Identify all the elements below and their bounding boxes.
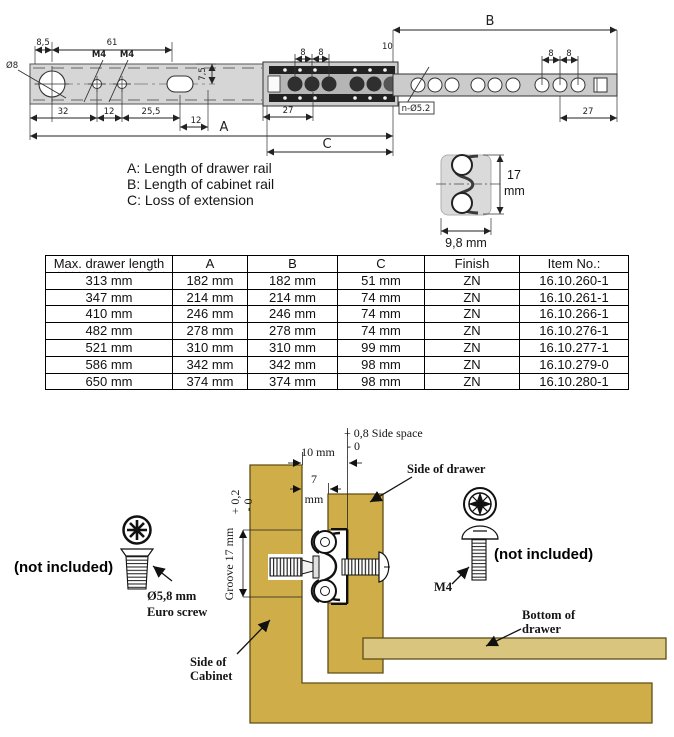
table-header-row xyxy=(46,256,629,273)
table-cell: 310 mm xyxy=(248,339,338,356)
mounting-diagram xyxy=(0,392,674,737)
euro-screw-dia-label: Ø5,8 mm xyxy=(147,589,197,603)
table-cell: 482 mm xyxy=(46,323,173,340)
cabinet-rail-drawing xyxy=(382,14,617,122)
table-cell: 342 mm xyxy=(248,356,338,373)
table-cell: 521 mm xyxy=(46,339,173,356)
table-cell: 98 mm xyxy=(338,373,425,390)
dim-hole-callout: n-Ø5.2 xyxy=(401,104,431,114)
table-cell: 313 mm xyxy=(46,272,173,289)
table-cell: 16.10.260-1 xyxy=(520,272,629,289)
col-b: B xyxy=(248,256,338,273)
not-included-left-label: (not included) xyxy=(14,559,114,576)
table-cell: 586 mm xyxy=(46,356,173,373)
table-cell: 16.10.261-1 xyxy=(520,289,629,306)
table-row xyxy=(46,339,629,356)
col-c: C xyxy=(338,256,425,273)
table-cell: 374 mm xyxy=(248,373,338,390)
table-cell: 51 mm xyxy=(338,272,425,289)
table-cell: 16.10.276-1 xyxy=(520,323,629,340)
dim-m4-2: M4 xyxy=(119,50,135,60)
spec-table xyxy=(45,255,629,390)
drawer-bottom-panel xyxy=(363,638,666,659)
slide-assembly-drawing xyxy=(263,48,399,156)
side-space-line2: - 0 xyxy=(347,439,360,453)
table-cell: 246 mm xyxy=(248,306,338,323)
table-cell: ZN xyxy=(425,289,520,306)
dim-12b: 12 xyxy=(190,116,202,126)
dim-10mm: 10 mm xyxy=(301,445,335,459)
dim-12a: 12 xyxy=(103,107,115,117)
legend-b: B: Length of cabinet rail xyxy=(127,176,275,192)
table-cell: ZN xyxy=(425,323,520,340)
profile-height-value: 17 xyxy=(507,168,521,182)
table-cell: 214 mm xyxy=(173,289,248,306)
m4-screw-illustration xyxy=(452,488,498,584)
euro-screw-in-section xyxy=(270,556,319,578)
side-of-cabinet-line1: Side of xyxy=(190,655,227,669)
table-cell: 278 mm xyxy=(248,323,338,340)
col-item-no: Item No.: xyxy=(520,256,629,273)
table-row xyxy=(46,289,629,306)
table-cell: 310 mm xyxy=(173,339,248,356)
col-a: A xyxy=(173,256,248,273)
ball-bottom xyxy=(452,193,472,213)
table-cell: 16.10.279-0 xyxy=(520,356,629,373)
table-cell: 16.10.277-1 xyxy=(520,339,629,356)
euro-screw-name-label: Euro screw xyxy=(147,605,208,619)
table-cell: 374 mm xyxy=(173,373,248,390)
side-of-cabinet-line2: Cabinet xyxy=(190,669,233,683)
end-slot xyxy=(268,76,280,92)
dim-25-5: 25,5 xyxy=(141,107,161,117)
table-row xyxy=(46,373,629,390)
dim-7: 7 xyxy=(311,472,317,486)
dim-10: 10 xyxy=(382,42,393,52)
table-cell: 182 mm xyxy=(173,272,248,289)
slot-hole xyxy=(167,76,193,92)
table-cell: 650 mm xyxy=(46,373,173,390)
dim-8c: 8 xyxy=(548,49,554,59)
table-cell: 74 mm xyxy=(338,306,425,323)
profile-width-label: 9,8 mm xyxy=(445,236,487,250)
dim-C: C xyxy=(322,137,332,152)
dim-8d: 8 xyxy=(566,49,572,59)
table-row xyxy=(46,306,629,323)
dim-8a: 8 xyxy=(300,48,306,58)
top-technical-drawing xyxy=(0,0,674,252)
profile-height-unit: mm xyxy=(504,184,525,198)
side-of-drawer-label: Side of drawer xyxy=(407,462,486,476)
table-cell: 278 mm xyxy=(173,323,248,340)
table-row xyxy=(46,356,629,373)
bottom-of-drawer-line1: Bottom of xyxy=(522,608,576,622)
dim-7-5: 7,5 xyxy=(198,67,208,81)
dim-A: A xyxy=(219,120,229,135)
legend xyxy=(127,160,274,208)
table-cell: 182 mm xyxy=(248,272,338,289)
dim-8-5: 8,5 xyxy=(36,38,50,48)
ball-top xyxy=(314,531,336,553)
table-cell: 74 mm xyxy=(338,289,425,306)
tolerance-line2: - 0 xyxy=(241,498,255,512)
dim-dia8: Ø8 xyxy=(6,61,19,71)
table-cell: 74 mm xyxy=(338,323,425,340)
table-cell: ZN xyxy=(425,339,520,356)
groove-label: Groove 17 mm xyxy=(222,527,236,601)
rect-hole xyxy=(594,78,607,92)
legend-c: C: Loss of extension xyxy=(127,192,254,208)
table-row xyxy=(46,323,629,340)
table-cell: 16.10.280-1 xyxy=(520,373,629,390)
table-cell: ZN xyxy=(425,306,520,323)
table-cell: 214 mm xyxy=(248,289,338,306)
profile-detail-drawing xyxy=(436,155,525,250)
dim-m4-1: M4 xyxy=(91,50,107,60)
dim-27-left: 27 xyxy=(282,106,294,116)
legend-a: A: Length of drawer rail xyxy=(127,160,272,176)
dim-32: 32 xyxy=(57,107,69,117)
m4-label: M4 xyxy=(434,580,453,594)
dim-27-right: 27 xyxy=(582,107,594,117)
euro-screw-illustration xyxy=(121,517,172,590)
side-space-line1: + 0,8 Side space xyxy=(344,426,423,440)
table-cell: 98 mm xyxy=(338,356,425,373)
table-cell: 347 mm xyxy=(46,289,173,306)
ball-bottom xyxy=(314,580,336,602)
pozidriv-head-icon xyxy=(124,517,151,544)
ball-top xyxy=(452,155,472,175)
table-cell: 342 mm xyxy=(173,356,248,373)
table-cell: ZN xyxy=(425,272,520,289)
table-cell: ZN xyxy=(425,356,520,373)
table-cell: 99 mm xyxy=(338,339,425,356)
tolerance-line1: + 0,2 xyxy=(228,489,242,515)
table-cell: ZN xyxy=(425,373,520,390)
table-cell: 16.10.266-1 xyxy=(520,306,629,323)
not-included-right-label: (not included) xyxy=(494,546,594,563)
col-finish: Finish xyxy=(425,256,520,273)
table-cell: 410 mm xyxy=(46,306,173,323)
dim-61: 61 xyxy=(106,38,118,48)
table-cell: 246 mm xyxy=(173,306,248,323)
dim-8b: 8 xyxy=(318,48,324,58)
table-row xyxy=(46,272,629,289)
dim-7-unit: mm xyxy=(304,492,324,506)
col-max-drawer-length: Max. drawer length xyxy=(46,256,173,273)
dim-B: B xyxy=(485,14,495,29)
bottom-of-drawer-line2: drawer xyxy=(522,622,561,636)
pozidriv-head-icon xyxy=(464,488,496,520)
